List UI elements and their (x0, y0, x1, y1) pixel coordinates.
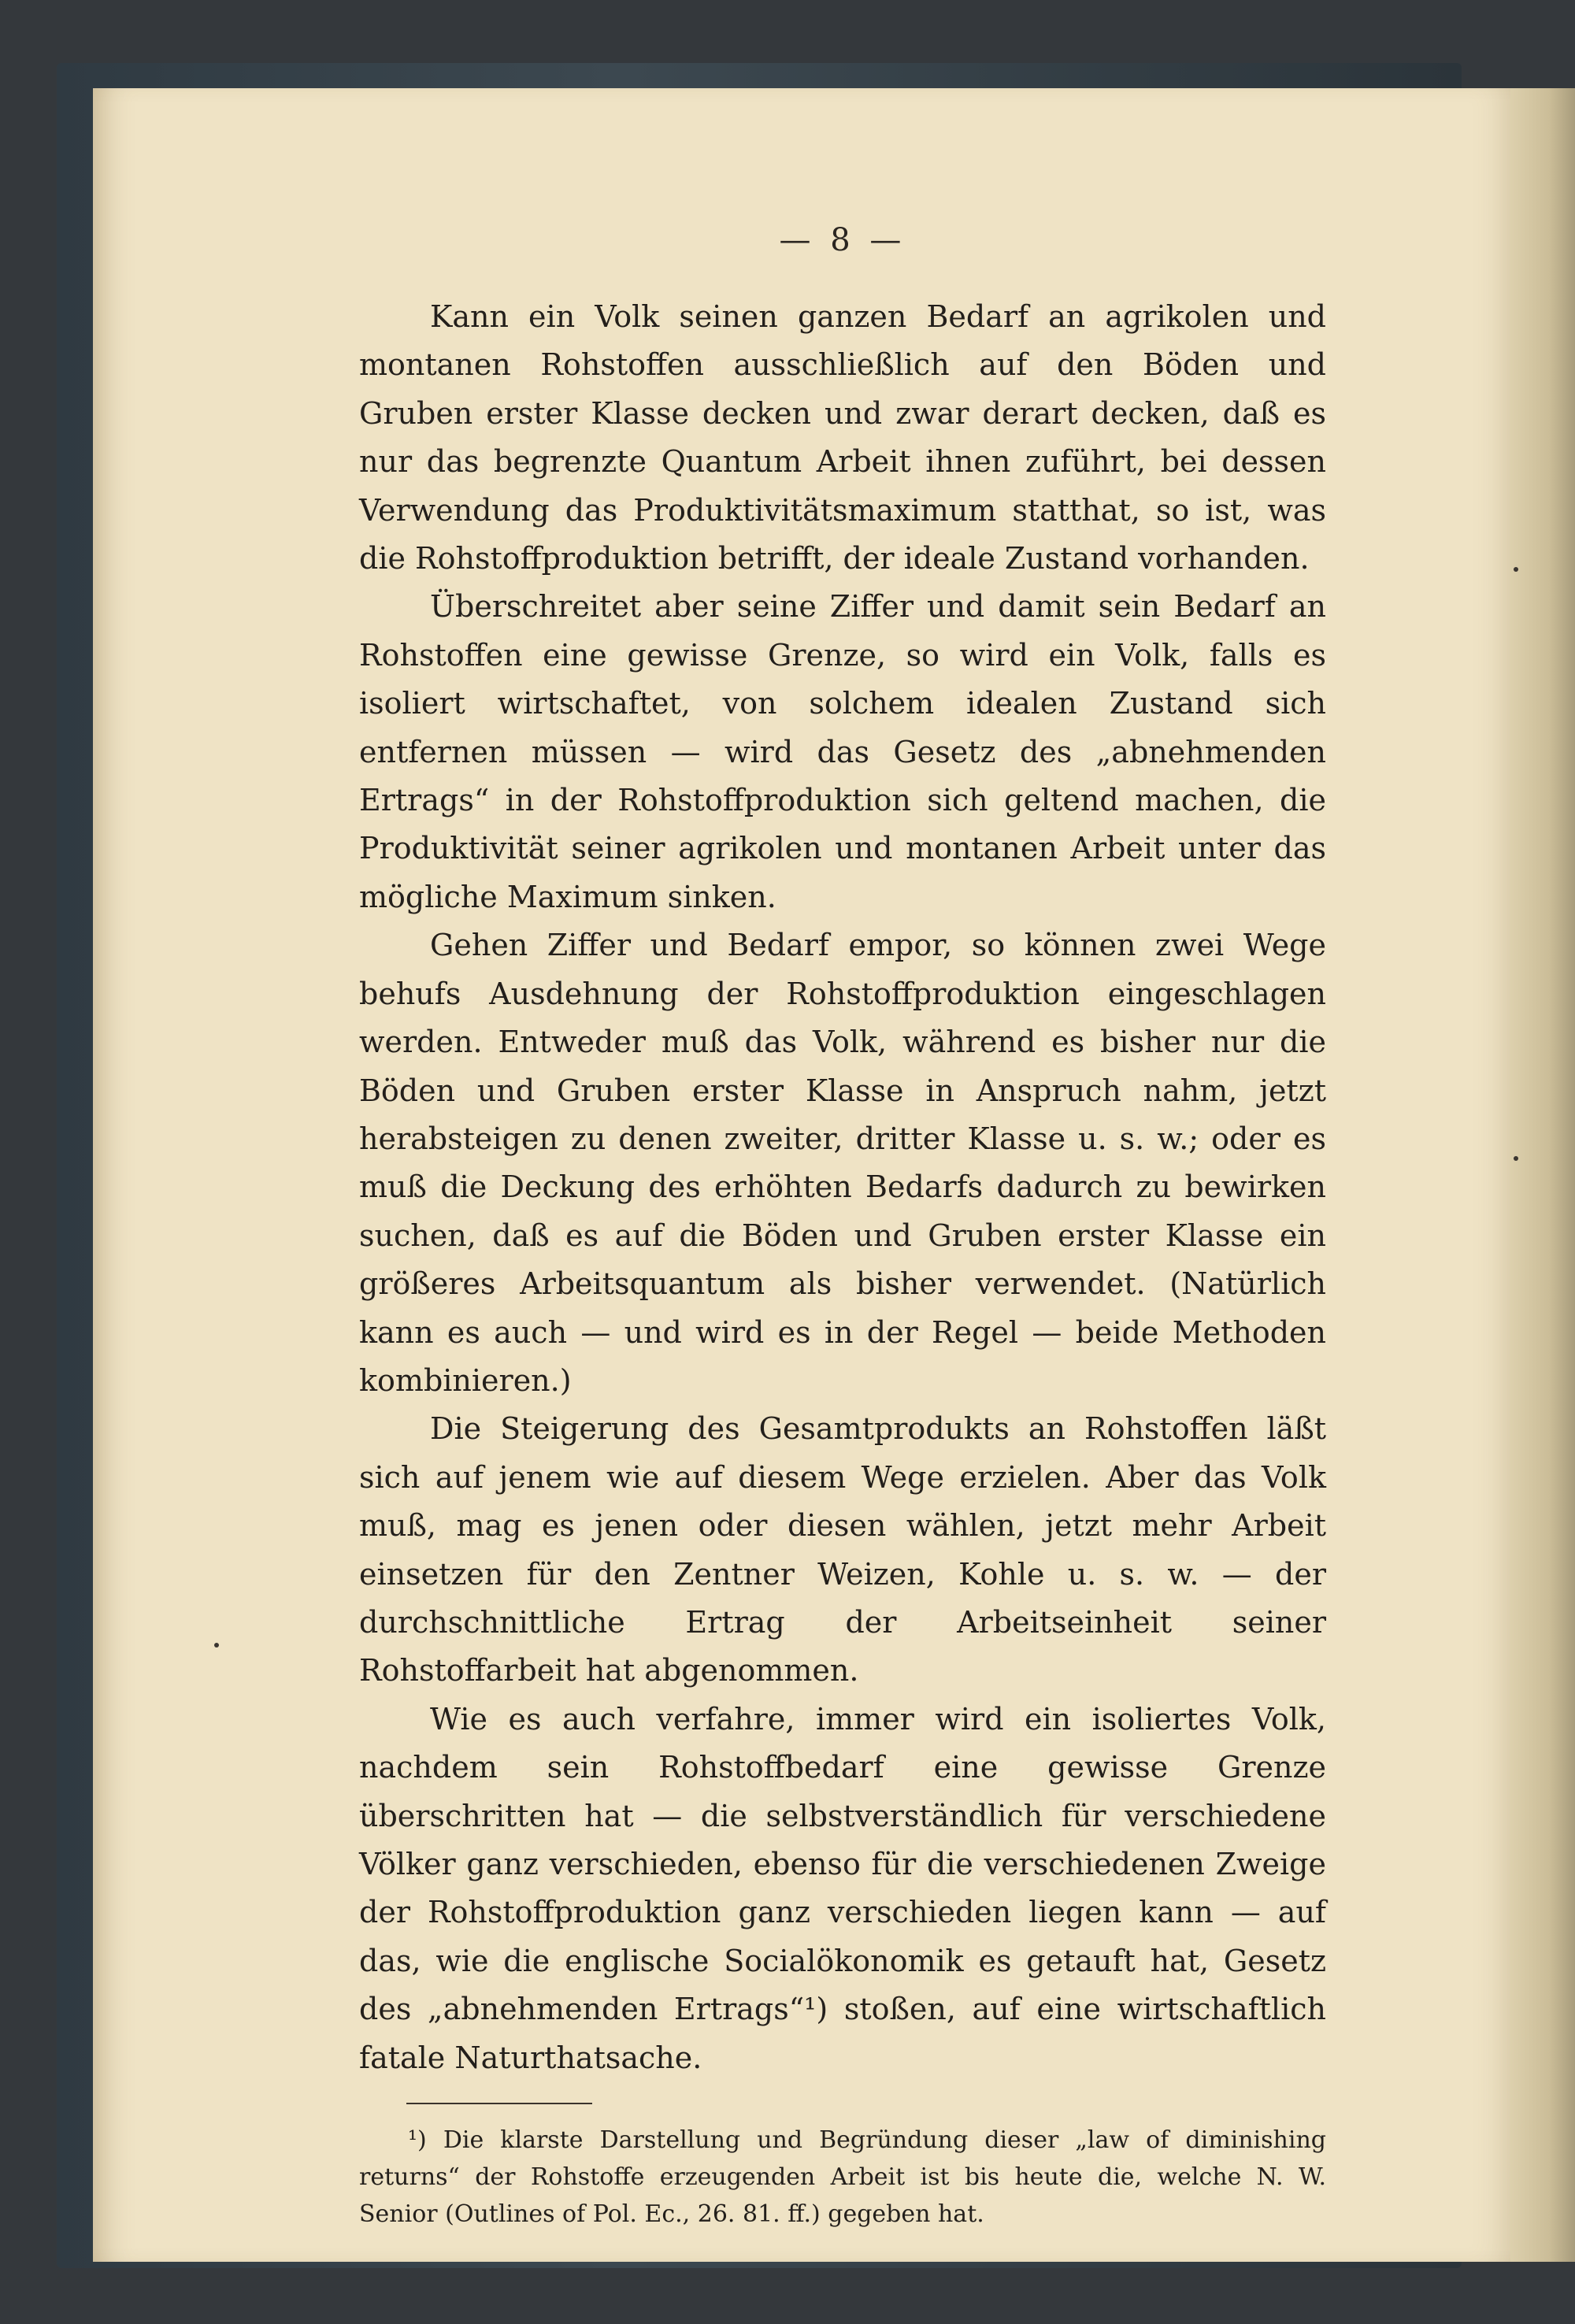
paragraph: Kann ein Volk seinen ganzen Bedarf an agrikolen und montanen Rohstoffen ausschließlich auf den Böden und Gruben erster Klasse decken und zwar derart decken, daß es nur das begrenzte Quantum Arbeit ihnen zuführt, bei dessen Verwendung das Produktivitätsmaximum statthat, so ist, was die Rohstoffproduktion betrifft, der ideale Zustand vorhanden. (359, 299, 1326, 576)
paragraph: Gehen Ziffer und Bedarf empor, so können zwei Wege behufs Ausdehnung der Rohstoffproduktion eingeschlagen werden. Entweder muß das Volk, während es bisher nur die Böden und Gruben erster Klasse in Anspruch nahm, jetzt herabsteigen zu denen zweiter, dritter Klasse u. s. w.; oder es muß die Deckung des erhöhten Bedarfs dadurch zu bewirken suchen, daß es auf die Böden und Gruben erster Klasse ein größeres Arbeitsquantum als bisher verwendet. (Natürlich kann es auch — und wird es in der Regel — beide Methoden kombinieren.) (359, 928, 1326, 1398)
paragraph: Die Steigerung des Gesamtprodukts an Rohstoffen läßt sich auf jenem wie auf diesem Wege erzielen. Aber das Volk muß, mag es jenen oder diesen wählen, jetzt mehr Arbeit einsetzen für den Zentner Weizen, Kohle u. s. w. — der durchschnittliche Ertrag der Arbeitseinheit seiner Rohstoffarbeit hat abgenommen. (359, 1411, 1326, 1688)
paragraph: Überschreitet aber seine Ziffer und damit sein Bedarf an Rohstoffen eine gewisse Grenze, so wird ein Volk, falls es isoliert wirtschaftet, von solchem idealen Zustand sich entfernen müssen — wird das Gesetz des „abnehmenden Ertrags“ in der Rohstoffproduktion sich geltend machen, die Produktivität seiner agrikolen und montanen Arbeit unter das mögliche Maximum sinken. (359, 589, 1326, 914)
page-text (359, 293, 1326, 2233)
ink-speck (1514, 1156, 1518, 1161)
footnote: ¹) Die klarste Darstellung und Begründung dieser „law of diminishing returns“ der Rohstoffe erzeugenden Arbeit ist bis heute die, welche N. W. Senior (Outlines of Pol. Ec., 26. 81. ff.) gegeben hat. (359, 2126, 1326, 2229)
page-number: — 8 — (779, 222, 906, 258)
ink-speck (214, 1643, 219, 1648)
paragraph: Wie es auch verfahre, immer wird ein isoliertes Volk, nachdem sein Rohstoffbedarf eine gewisse Grenze überschritten hat — die selbstverständlich für verschiedene Völker ganz verschieden, ebenso für die verschiedenen Zweige der Rohstoffproduktion ganz verschieden liegen kann — auf das, wie die englische Socialökonomik es getauft hat, Gesetz des „abnehmenden Ertrags“¹) stoßen, auf eine wirtschaftlich fatale Naturthatsache. (359, 1701, 1326, 2075)
ink-speck (1514, 567, 1518, 572)
footnote-rule (406, 2103, 592, 2104)
page-edge (1510, 88, 1575, 2262)
